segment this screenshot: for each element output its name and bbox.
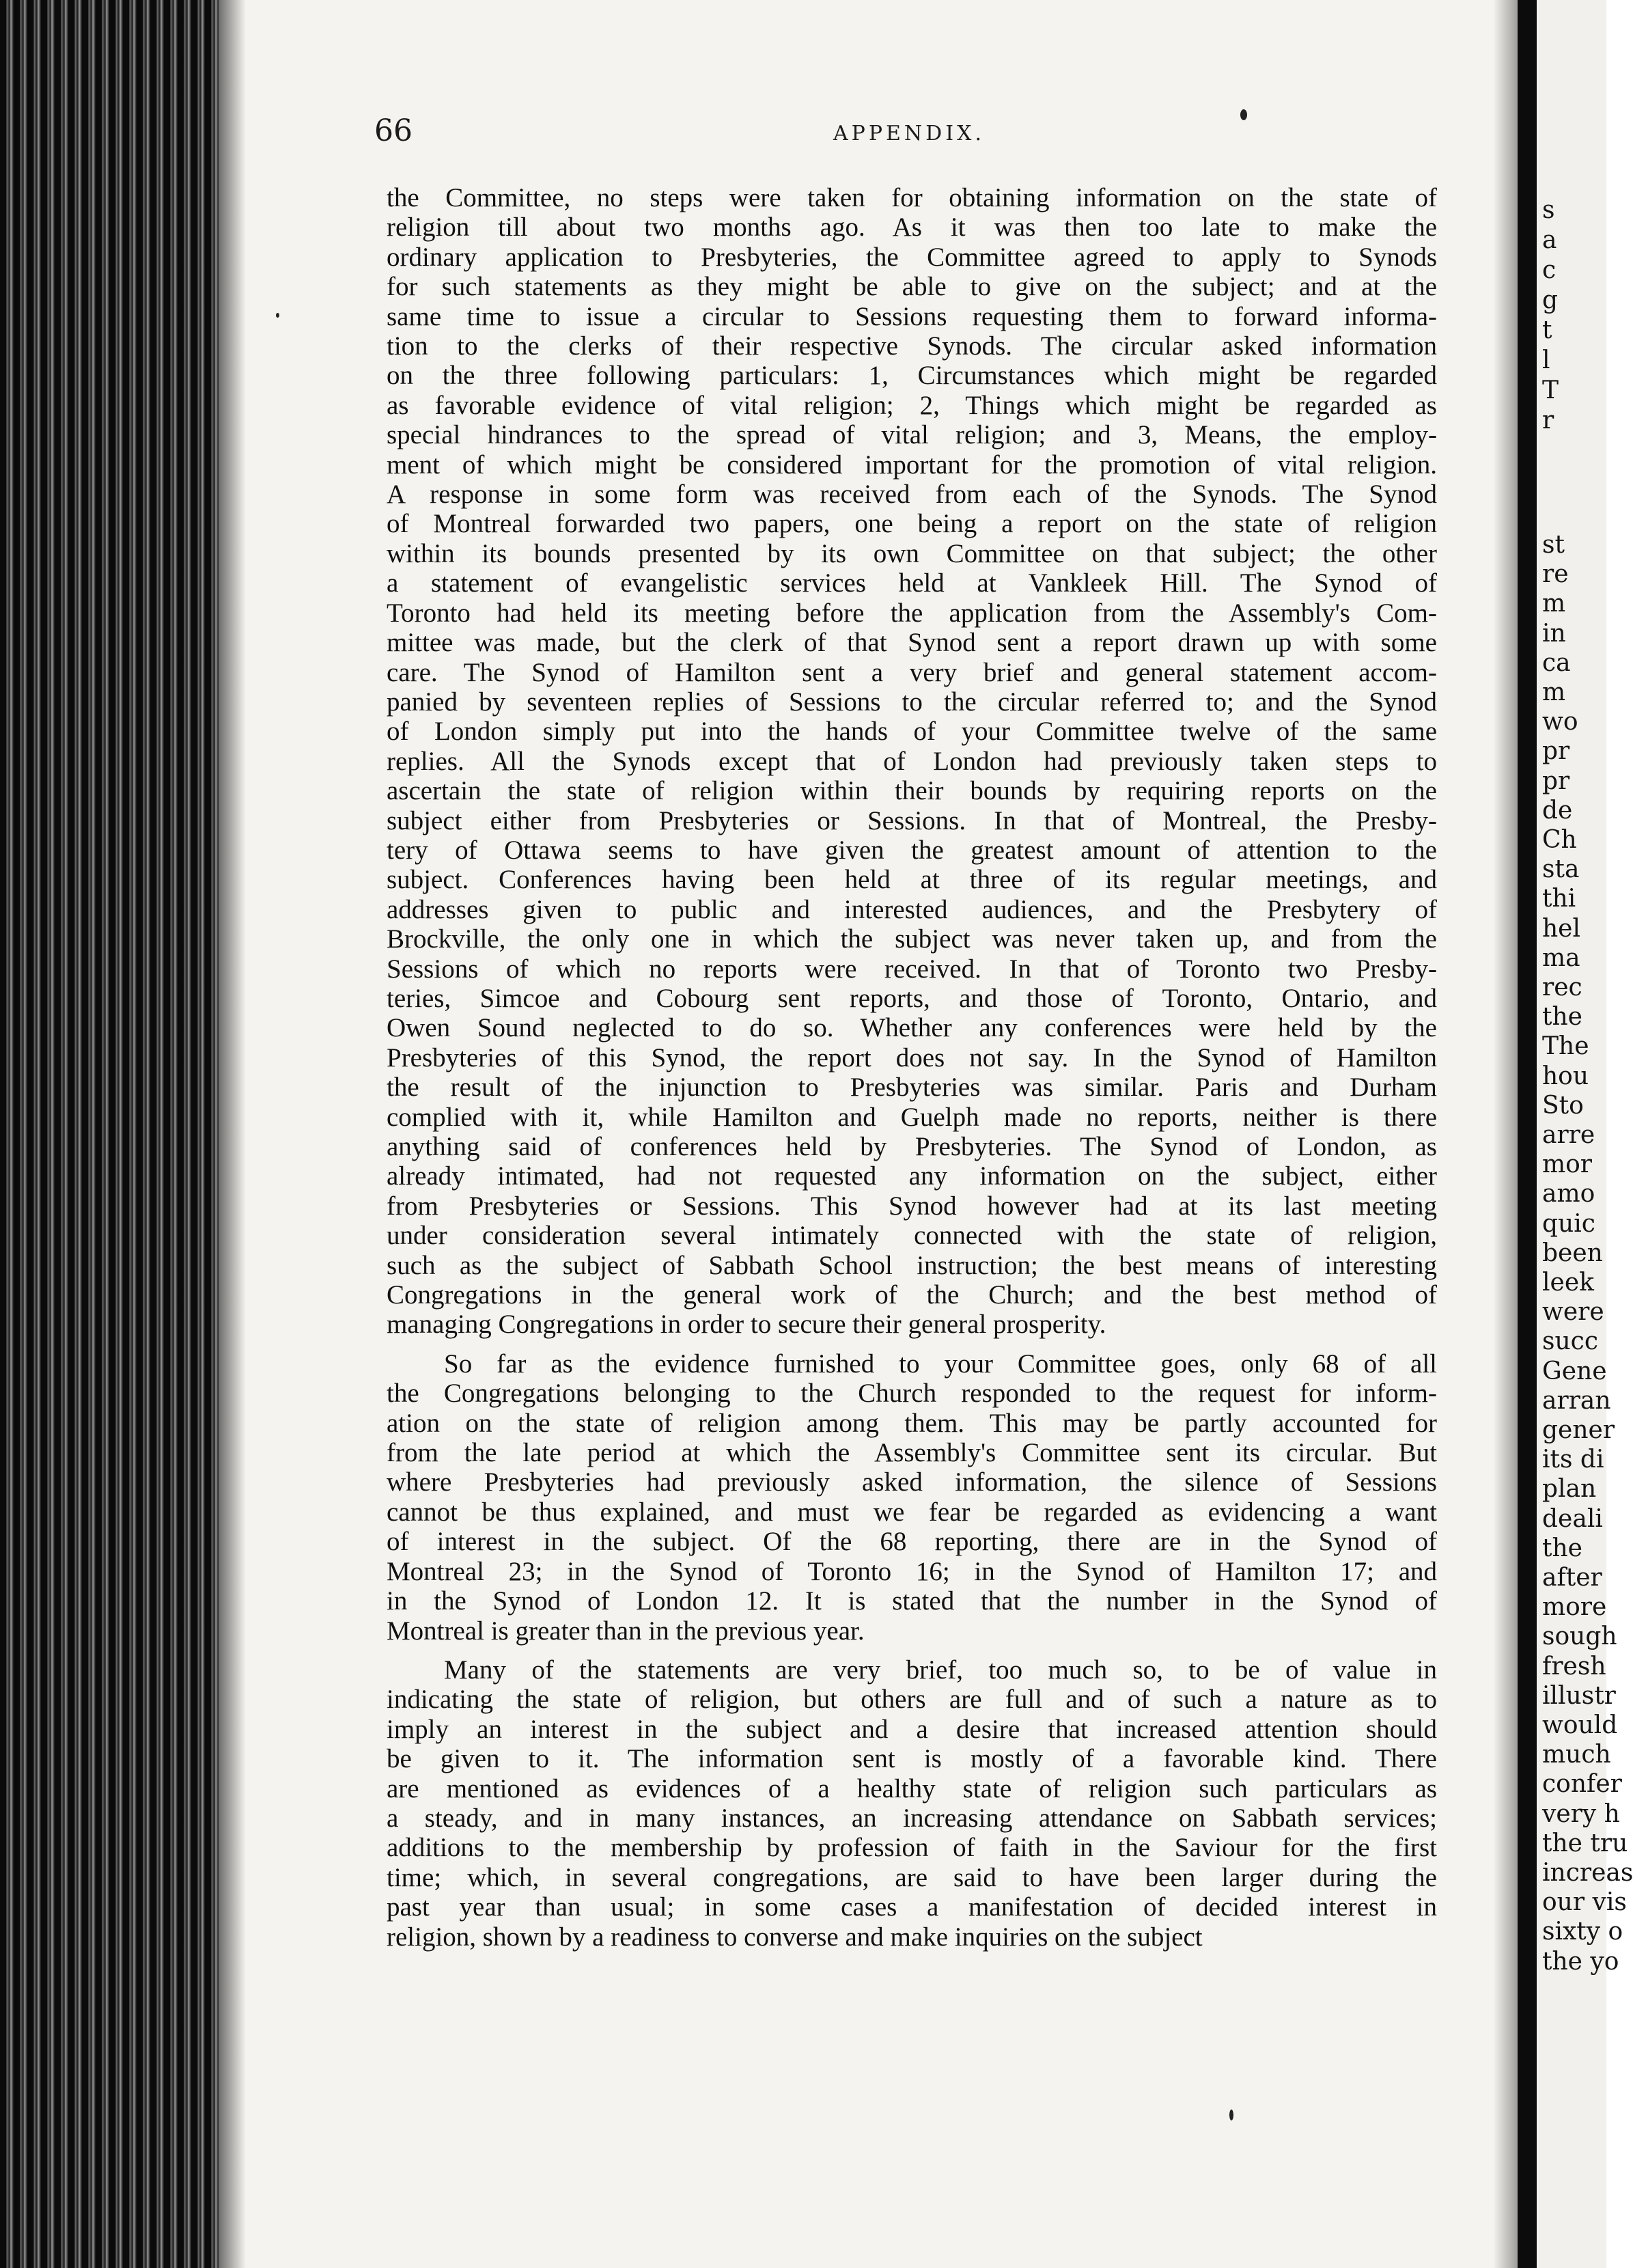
text-line: the Committee, no steps were taken for obtaining information on the state of [387, 183, 1437, 212]
adjacent-page-fragment: r [1542, 406, 1554, 434]
section-title: APPENDIX. [833, 122, 985, 146]
adjacent-page-fragment: succ [1542, 1327, 1598, 1356]
adjacent-page-fragment: its di [1542, 1446, 1604, 1474]
adjacent-page-fragment: re [1542, 560, 1569, 589]
adjacent-page-fragment: the yo [1542, 1947, 1619, 1976]
text-line: complied with it, while Hamilton and Guelph made no reports, neither is there [387, 1102, 1437, 1132]
adjacent-page-fragment: confer [1542, 1770, 1622, 1799]
text-line: tion to the clerks of their respective Synods. The circular asked information [387, 331, 1437, 361]
adjacent-page-fragment: sough [1542, 1622, 1617, 1651]
text-line: under consideration several intimately connected with the state of religion, [387, 1221, 1437, 1251]
running-header [0, 113, 1606, 154]
text-line: So far as the evidence furnished to your Committee goes, only 68 of all [444, 1349, 1437, 1379]
adjacent-page-fragment: plan [1542, 1475, 1597, 1504]
adjacent-page-fragment: mor [1542, 1150, 1593, 1179]
text-line: teries, Simcoe and Cobourg sent reports, and those of Toronto, Ontario, and [387, 983, 1437, 1013]
text-line: a statement of evangelistic services held at Vankleek Hill. The Synod of [387, 568, 1437, 598]
adjacent-page-fragment: deali [1542, 1504, 1603, 1533]
adjacent-page-fragment: arran [1542, 1386, 1611, 1415]
adjacent-page-fragment: thi [1542, 885, 1576, 913]
adjacent-page-fragment: would [1542, 1711, 1618, 1739]
text-line: subject. Conferences having been held at three of its regular meetings, and [387, 865, 1437, 895]
text-line: Brockville, the only one in which the subject was never taken up, and from the [387, 924, 1437, 954]
adjacent-page-fragment: a [1542, 226, 1557, 254]
print-speck [1229, 2110, 1233, 2120]
text-line: imply an interest in the subject and a desire that increased attention should [387, 1714, 1437, 1744]
adjacent-page-edge [1537, 0, 1633, 2268]
adjacent-page-fragment: our vis [1542, 1888, 1627, 1917]
adjacent-page-fragment: s [1542, 196, 1555, 224]
text-line: replies. All the Synods except that of London had previously taken steps to [387, 746, 1437, 776]
text-line: same time to issue a circular to Sessions requesting them to forward informa- [387, 301, 1437, 331]
book-binding-edge [0, 0, 219, 2268]
text-line: the result of the injunction to Presbyteries was similar. Paris and Durham [387, 1073, 1437, 1103]
adjacent-page-fragment: the [1542, 1003, 1582, 1032]
adjacent-page-fragment: very h [1542, 1799, 1620, 1828]
adjacent-page-fragment: sta [1542, 855, 1580, 884]
text-line: religion, shown by a readiness to converse and make inquiries on the subject [387, 1922, 1203, 1952]
print-speck [276, 313, 279, 318]
text-line: special hindrances to the spread of vital religion; and 3, Means, the employ- [387, 420, 1437, 450]
text-line: past year than usual; in some cases a manifestation of decided interest in [387, 1892, 1437, 1922]
text-line: Toronto had held its meeting before the application from the Assembly's Com- [387, 598, 1437, 628]
adjacent-page-fragment: were [1542, 1298, 1604, 1327]
paragraph [387, 1655, 1437, 1952]
adjacent-page-fragment: ca [1542, 648, 1571, 677]
adjacent-page-fragment: arre [1542, 1121, 1595, 1149]
adjacent-page-fragment: leek [1542, 1269, 1594, 1297]
page-number: 66 [374, 113, 413, 148]
text-line: Presbyteries of this Synod, the report does not say. In the Synod of Hamilton [387, 1042, 1437, 1073]
text-line: anything said of conferences held by Presbyteries. The Synod of London, as [387, 1132, 1437, 1161]
adjacent-page-fragment: more [1542, 1593, 1607, 1622]
text-line: from Presbyteries or Sessions. This Synod however had at its last meeting [387, 1191, 1437, 1221]
print-speck [1240, 109, 1247, 120]
adjacent-page-fragment: g [1542, 286, 1559, 314]
text-line: Sessions of which no reports were received. In that of Toronto two Presby- [387, 954, 1437, 984]
text-line: ment of which might be considered important for the promotion of vital religion. [387, 450, 1437, 480]
adjacent-page-fragment: illustr [1542, 1681, 1616, 1710]
adjacent-page-fragment: Sto [1542, 1091, 1584, 1120]
text-line: mittee was made, but the clerk of that Synod sent a report drawn up with some [387, 628, 1437, 658]
page-gutter [1518, 0, 1537, 2268]
adjacent-page-fragment: sixty o [1542, 1918, 1623, 1946]
text-line: Congregations in the general work of the Church; and the best method of [387, 1280, 1437, 1310]
text-line: tery of Ottawa seems to have given the greatest amount of attention to the [387, 835, 1437, 865]
adjacent-page-fragment: m [1542, 678, 1566, 706]
adjacent-page-fragment: wo [1542, 708, 1578, 736]
text-line: A response in some form was received from each of the Synods. The Synod [387, 480, 1437, 510]
adjacent-page-fragment: c [1542, 256, 1557, 284]
adjacent-page-fragment: hou [1542, 1062, 1589, 1090]
text-line: in the Synod of London 12. It is stated that the number in the Synod of [387, 1586, 1437, 1616]
adjacent-page-fragment: in [1542, 619, 1566, 648]
binding-shadow [219, 0, 246, 2268]
text-line: cannot be thus explained, and must we fear be regarded as evidencing a want [387, 1497, 1437, 1527]
text-line: a steady, and in many instances, an increasing attendance on Sabbath services; [387, 1803, 1437, 1833]
adjacent-page-fragment: hel [1542, 914, 1581, 943]
text-line: ordinary application to Presbyteries, the Committee agreed to apply to Synods [387, 242, 1437, 272]
text-line: on the three following particulars: 1, Circumstances which might be regarded [387, 361, 1437, 391]
text-line: subject either from Presbyteries or Sessions. In that of Montreal, the Presby- [387, 805, 1437, 835]
adjacent-page-fragment: st [1542, 531, 1565, 559]
adjacent-page-fragment: the [1542, 1534, 1582, 1562]
adjacent-page-fragment: been [1542, 1239, 1603, 1267]
adjacent-page-fragment: rec [1542, 973, 1582, 1001]
adjacent-page-fragment: de [1542, 796, 1573, 825]
adjacent-page-fragment: ma [1542, 943, 1580, 972]
adjacent-page-fragment: gener [1542, 1416, 1615, 1444]
text-line: of London simply put into the hands of your Committee twelve of the same [387, 717, 1437, 747]
adjacent-page-fragment: Ch [1542, 826, 1577, 854]
text-line: Many of the statements are very brief, too much so, to be of value in [444, 1655, 1437, 1685]
text-line: as favorable evidence of vital religion; 2, Things which might be regarded as [387, 390, 1437, 420]
adjacent-page-fragment: the tru [1542, 1829, 1628, 1857]
text-line: time; which, in several congregations, are said to have been larger during the [387, 1862, 1437, 1892]
paragraph [387, 1349, 1437, 1646]
text-line: are mentioned as evidences of a healthy state of religion such particulars as [387, 1773, 1437, 1803]
text-line: already intimated, had not requested any information on the subject, either [387, 1161, 1437, 1191]
adjacent-page-fragment: amo [1542, 1180, 1595, 1208]
text-line: be given to it. The information sent is mostly of a favorable kind. There [387, 1744, 1437, 1774]
text-line: indicating the state of religion, but others are full and of such a nature as to [387, 1685, 1437, 1715]
text-line: panied by seventeen replies of Sessions to the circular referred to; and the Synod [387, 687, 1437, 717]
adjacent-page-fragment: T [1542, 376, 1559, 404]
text-line: addresses given to public and interested audiences, and the Presbytery of [387, 894, 1437, 924]
text-line: Montreal is greater than in the previous year. [387, 1616, 865, 1646]
text-line: additions to the membership by profession of faith in the Saviour for the first [387, 1833, 1437, 1863]
adjacent-page-fragment: Gene [1542, 1357, 1607, 1385]
adjacent-page-fragment: m [1542, 590, 1566, 618]
text-line: Owen Sound neglected to do so. Whether any conferences were held by the [387, 1013, 1437, 1043]
adjacent-page-fragment: quic [1542, 1209, 1595, 1238]
text-line: where Presbyteries had previously asked information, the silence of Sessions [387, 1467, 1437, 1497]
adjacent-page-fragment: pr [1542, 766, 1570, 795]
adjacent-page-fragment: fresh [1542, 1652, 1606, 1681]
adjacent-page-fragment: The [1542, 1032, 1589, 1061]
text-line: ascertain the state of religion within their bounds by requiring reports on the [387, 776, 1437, 806]
text-line: for such statements as they might be able to give on the subject; and at the [387, 272, 1437, 302]
text-line: of interest in the subject. Of the 68 reporting, there are in the Synod of [387, 1527, 1437, 1557]
gutter-shadow [1493, 0, 1518, 2268]
adjacent-page-fragment: increas [1542, 1859, 1633, 1887]
text-line: of Montreal forwarded two papers, one being a report on the state of religion [387, 509, 1437, 539]
adjacent-page-fragment: l [1542, 346, 1550, 374]
text-line: ation on the state of religion among them. This may be partly accounted for [387, 1408, 1437, 1438]
text-line: care. The Synod of Hamilton sent a very brief and general statement accom- [387, 657, 1437, 687]
text-line: Montreal 23; in the Synod of Toronto 16; in the Synod of Hamilton 17; and [387, 1556, 1437, 1586]
paragraph [387, 183, 1437, 1340]
text-line: within its bounds presented by its own Committee on that subject; the other [387, 538, 1437, 568]
text-line: religion till about two months ago. As it was then too late to make the [387, 212, 1437, 243]
text-line: managing Congregations in order to secure their general prosperity. [387, 1310, 1106, 1340]
adjacent-page-fragment: much [1542, 1741, 1611, 1769]
body-text [387, 183, 1437, 1952]
text-line: the Congregations belonging to the Church responded to the request for inform- [387, 1379, 1437, 1409]
adjacent-page-fragment: t [1542, 316, 1552, 344]
adjacent-page-fragment: pr [1542, 737, 1570, 766]
text-line: such as the subject of Sabbath School instruction; the best means of interesting [387, 1250, 1437, 1280]
text-line: from the late period at which the Assembly's Committee sent its circular. But [387, 1438, 1437, 1468]
adjacent-page-fragment: after [1542, 1564, 1602, 1592]
